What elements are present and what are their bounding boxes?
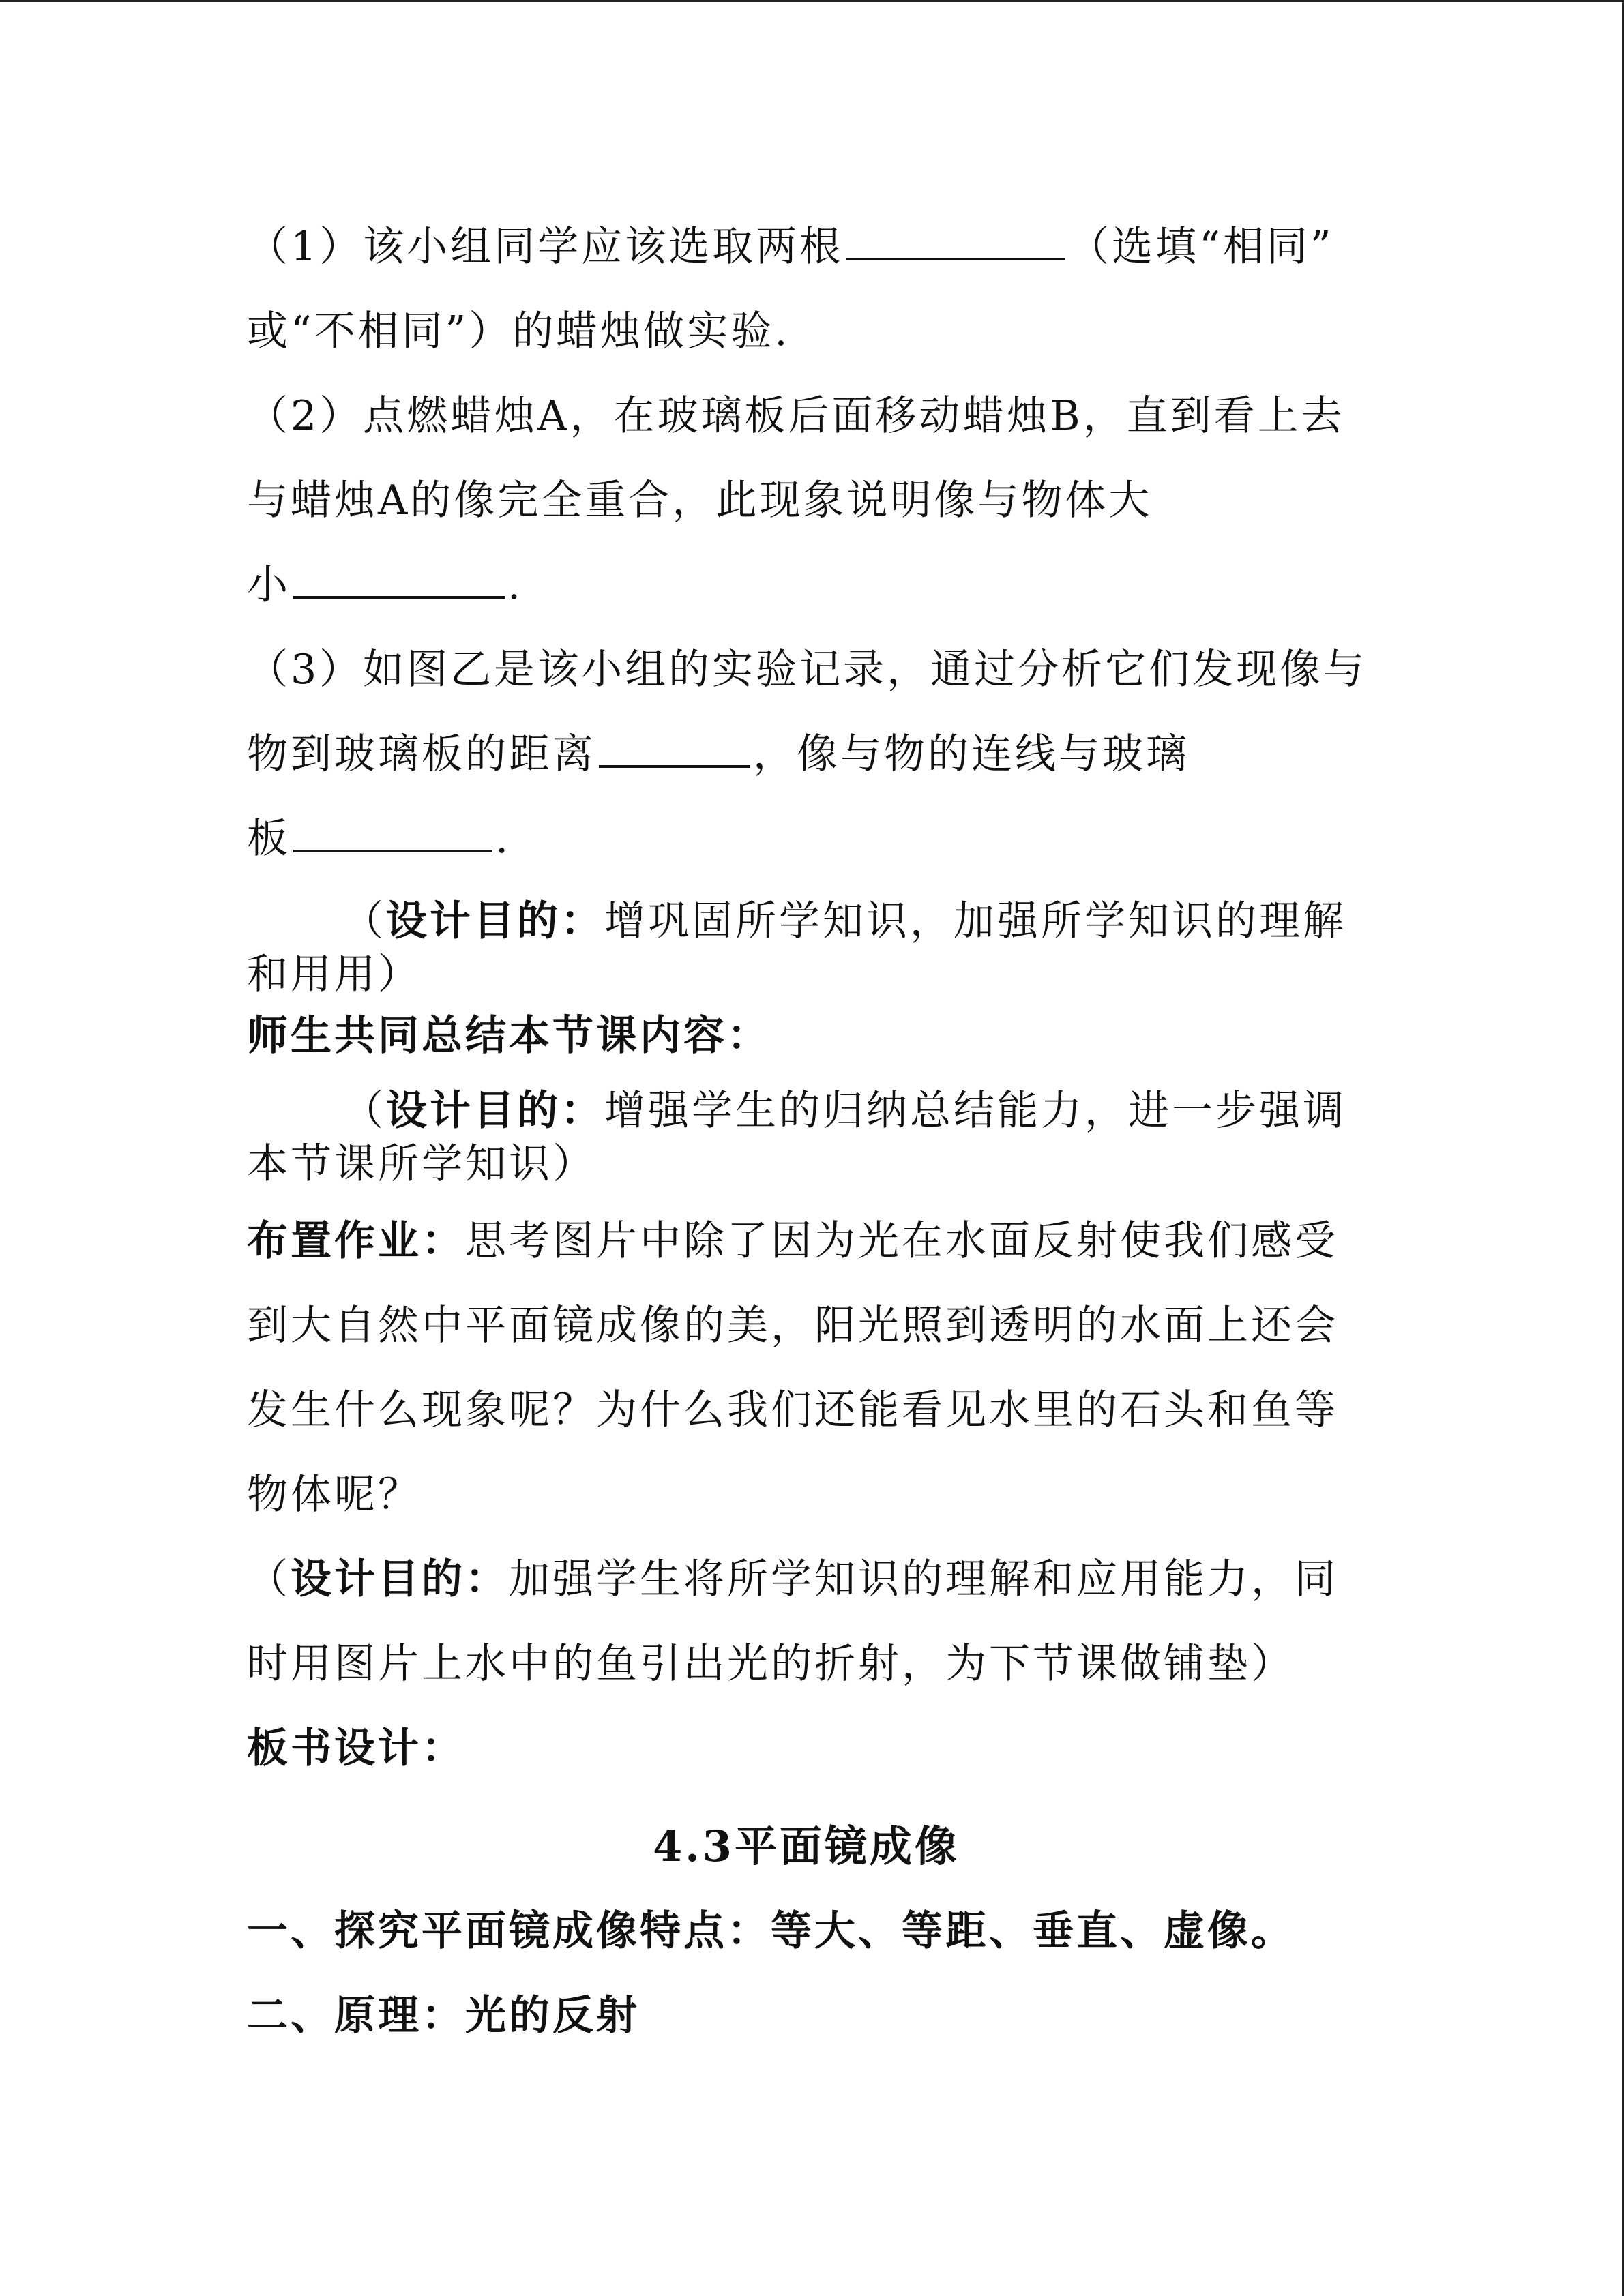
design-purpose-2-text-cont: 本节课所学知识） xyxy=(247,1140,596,1188)
question-3-line-3 xyxy=(247,796,1365,881)
board-design-point-1-text: 一、探究平面镜成像特点：等大、等距、垂直、虚像。 xyxy=(247,1907,1295,1955)
design-purpose-2-text: 增强学生的归纳总结能力，进一步强调 xyxy=(604,1087,1346,1135)
question-1-text: （1）该小组同学应该选取两根 xyxy=(247,223,844,271)
question-1-line-2 xyxy=(247,289,1365,374)
design-purpose-3-text-cont: 时用图片上水中的鱼引出光的折射，为下节课做铺垫） xyxy=(247,1640,1295,1688)
homework-line-2 xyxy=(247,1283,1365,1368)
design-purpose-1-line-1 xyxy=(247,895,1365,948)
question-2-text: （2）点燃蜡烛A，在玻璃板后面移动蜡烛B，直到看上去 xyxy=(247,392,1345,440)
homework-line-1 xyxy=(247,1199,1365,1283)
question-1-line-1 xyxy=(247,205,1365,289)
design-purpose-3-line-2 xyxy=(247,1622,1365,1706)
question-3-period: . xyxy=(495,815,512,863)
question-3-text-end: 板 xyxy=(247,815,291,863)
homework-label: 布置作业： xyxy=(247,1217,465,1265)
board-design-heading xyxy=(247,1706,1365,1791)
summary-heading xyxy=(247,1009,1365,1071)
design-purpose-2-line-2 xyxy=(247,1137,1365,1199)
board-design-point-1 xyxy=(247,1889,1365,1973)
answer-blank-2[interactable] xyxy=(293,559,505,599)
homework-text-4: 物体呢？ xyxy=(247,1471,422,1519)
design-purpose-3-text: 加强学生将所学知识的理解和应用能力，同 xyxy=(509,1555,1338,1603)
question-1-text-cont: 或“不相同”）的蜡烛做实验. xyxy=(247,308,791,355)
design-purpose-1-line-2 xyxy=(247,948,1365,1009)
document-body xyxy=(247,205,1368,2058)
question-2-period: . xyxy=(507,561,524,609)
homework-line-3 xyxy=(247,1368,1365,1452)
design-purpose-1-paren: （ xyxy=(342,897,386,945)
homework-text-2: 到大自然中平面镜成像的美，阳光照到透明的水面上还会 xyxy=(247,1302,1338,1350)
design-purpose-3-line-1 xyxy=(247,1537,1365,1622)
question-2-line-2 xyxy=(247,458,1365,543)
answer-blank-3[interactable] xyxy=(599,728,750,768)
answer-blank-4[interactable] xyxy=(293,813,492,852)
summary-heading-text: 师生共同总结本节课内容： xyxy=(247,1012,771,1060)
design-purpose-1-text: 增巩固所学知识，加强所学知识的理解 xyxy=(604,897,1346,945)
question-3-text-mid: ，像与物的连线与玻璃 xyxy=(753,730,1190,778)
question-2-text-cont: 与蜡烛A的像完全重合，此现象说明像与物体大 xyxy=(247,477,1153,524)
question-3-line-1 xyxy=(247,627,1368,712)
design-purpose-1-label: 设计目的： xyxy=(386,897,604,945)
homework-text: 思考图片中除了因为光在水面反射使我们感受 xyxy=(465,1217,1338,1265)
board-design-point-2-text: 二、原理：光的反射 xyxy=(247,1992,640,2040)
homework-line-4 xyxy=(247,1452,1365,1537)
design-purpose-3-label: 设计目的： xyxy=(291,1555,509,1603)
design-purpose-2-label: 设计目的： xyxy=(386,1087,604,1135)
board-design-title-text: 4.3平面镜成像 xyxy=(653,1821,960,1871)
question-1-hint: （选填“相同” xyxy=(1068,223,1334,271)
design-purpose-1-text-cont: 和用用） xyxy=(247,951,422,998)
page-top-border xyxy=(0,0,1624,2)
board-design-title xyxy=(247,1804,1365,1889)
question-3-text-cont: 物到玻璃板的距离 xyxy=(247,730,596,778)
homework-text-3: 发生什么现象呢？为什么我们还能看见水里的石头和鱼等 xyxy=(247,1386,1338,1434)
board-design-point-2 xyxy=(247,1973,1365,2058)
design-purpose-2-line-1 xyxy=(247,1084,1365,1137)
question-2-line-3 xyxy=(247,543,1365,627)
design-purpose-3-paren: （ xyxy=(247,1555,291,1603)
question-3-text: （3）如图乙是该小组的实验记录，通过分析它们发现像与 xyxy=(247,646,1368,694)
answer-blank-1[interactable] xyxy=(846,221,1065,260)
question-2-text-end: 小 xyxy=(247,561,291,609)
design-purpose-2-paren: （ xyxy=(342,1087,386,1135)
question-3-line-2 xyxy=(247,712,1365,796)
board-design-heading-text: 板书设计： xyxy=(247,1725,465,1772)
question-2-line-1 xyxy=(247,374,1365,458)
